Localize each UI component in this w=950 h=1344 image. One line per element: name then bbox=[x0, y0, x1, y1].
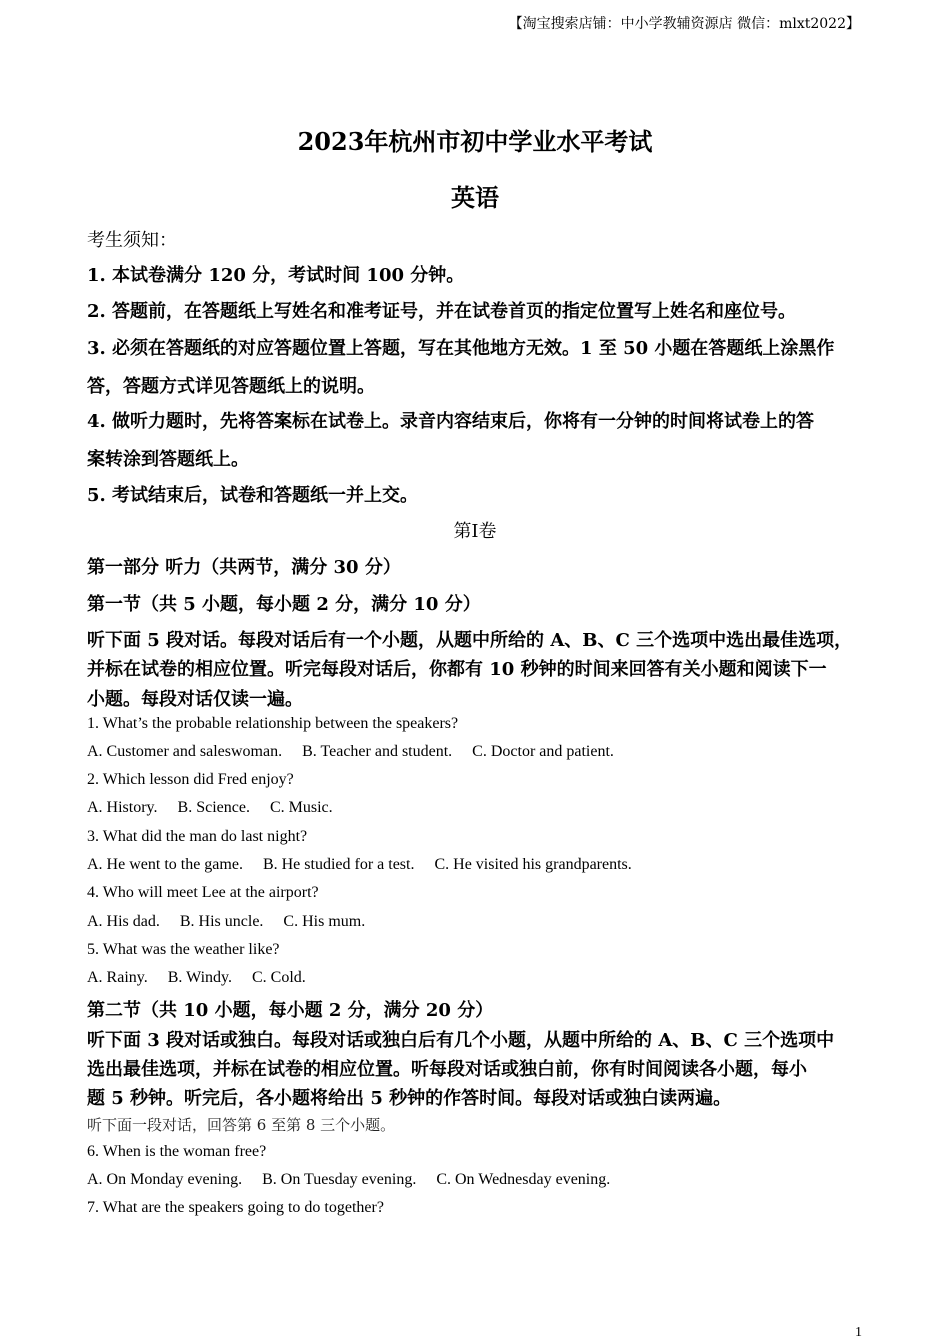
notice-line: 1. 本试卷满分 120 分，考试时间 100 分钟。 bbox=[87, 265, 465, 286]
part1-heading: 第一部分 听力（共两节，满分 30 分） bbox=[87, 557, 401, 578]
section2-heading: 第二节（共 10 小题，每小题 2 分，满分 20 分） bbox=[87, 1000, 494, 1021]
section1-heading: 第一节（共 5 小题，每小题 2 分，满分 10 分） bbox=[87, 594, 481, 615]
question-5: 5. What was the weather like? bbox=[87, 941, 280, 958]
section2-sub-instruction: 听下面一段对话，回答第 6 至第 8 三个小题。 bbox=[87, 1116, 396, 1134]
notice-line: 4. 做听力题时，先将答案标在试卷上。录音内容结束后，你将有一分钟的时间将试卷上的答 bbox=[87, 411, 815, 432]
question-6-options: A. On Monday evening. B. On Tuesday evening. C. On Wednesday evening. bbox=[87, 1171, 611, 1188]
question-3-options: A. He went to the game. B. He studied for a test. C. He visited his grandparents. bbox=[87, 856, 632, 873]
question-2: 2. Which lesson did Fred enjoy? bbox=[87, 771, 294, 788]
notice-heading: 考生须知： bbox=[87, 230, 177, 251]
section1-instructions: 小题。每段对话仅读一遍。 bbox=[87, 689, 303, 710]
question-1-options: A. Customer and saleswoman. B. Teacher and student. C. Doctor and patient. bbox=[87, 743, 614, 760]
section2-instructions: 选出最佳选项，并标在试卷的相应位置。听每段对话或独白前，你有时间阅读各小题，每小 bbox=[87, 1059, 807, 1080]
section2-instructions: 听下面 3 段对话或独白。每段对话或独白后有几个小题，从题中所给的 A、B、C 三个选项中 bbox=[87, 1030, 835, 1051]
page-number: 1 bbox=[855, 1325, 862, 1340]
question-3: 3. What did the man do last night? bbox=[87, 828, 308, 845]
question-4-options: A. His dad. B. His uncle. C. His mum. bbox=[87, 913, 366, 930]
section1-instructions: 听下面 5 段对话。每段对话后有一个小题，从题中所给的 A、B、C 三个选项中选出最佳选项， bbox=[87, 630, 853, 651]
exam-title: 2023年杭州市初中学业水平考试 bbox=[297, 127, 653, 156]
question-7: 7. What are the speakers going to do together? bbox=[87, 1199, 384, 1216]
notice-line: 3. 必须在答题纸的对应答题位置上答题，写在其他地方无效。1 至 50 小题在答题纸上涂黑作 bbox=[87, 338, 835, 359]
question-6: 6. When is the woman free? bbox=[87, 1143, 267, 1160]
section1-instructions: 并标在试卷的相应位置。听完每段对话后，你都有 10 秒钟的时间来回答有关小题和阅读下一 bbox=[87, 659, 827, 680]
notice-line: 5. 考试结束后，试卷和答题纸一并上交。 bbox=[87, 485, 419, 506]
notice-line: 案转涂到答题纸上。 bbox=[87, 449, 249, 470]
volume-heading: 第Ⅰ卷 bbox=[453, 521, 497, 542]
question-2-options: A. History. B. Science. C. Music. bbox=[87, 799, 333, 816]
notice-line: 答，答题方式详见答题纸上的说明。 bbox=[87, 376, 375, 397]
question-5-options: A. Rainy. B. Windy. C. Cold. bbox=[87, 969, 306, 986]
notice-line: 2. 答题前，在答题纸上写姓名和准考证号，并在试卷首页的指定位置写上姓名和座位号。 bbox=[87, 301, 797, 322]
header-note: 【淘宝搜索店铺：中小学教辅资源店 微信：mlxt2022】 bbox=[508, 16, 860, 32]
section2-instructions: 题 5 秒钟。听完后，各小题将给出 5 秒钟的作答时间。每段对话或独白读两遍。 bbox=[87, 1088, 732, 1109]
question-1: 1. What’s the probable relationship between the speakers? bbox=[87, 715, 459, 732]
question-4: 4. Who will meet Lee at the airport? bbox=[87, 884, 319, 901]
subject-title: 英语 bbox=[451, 183, 499, 212]
